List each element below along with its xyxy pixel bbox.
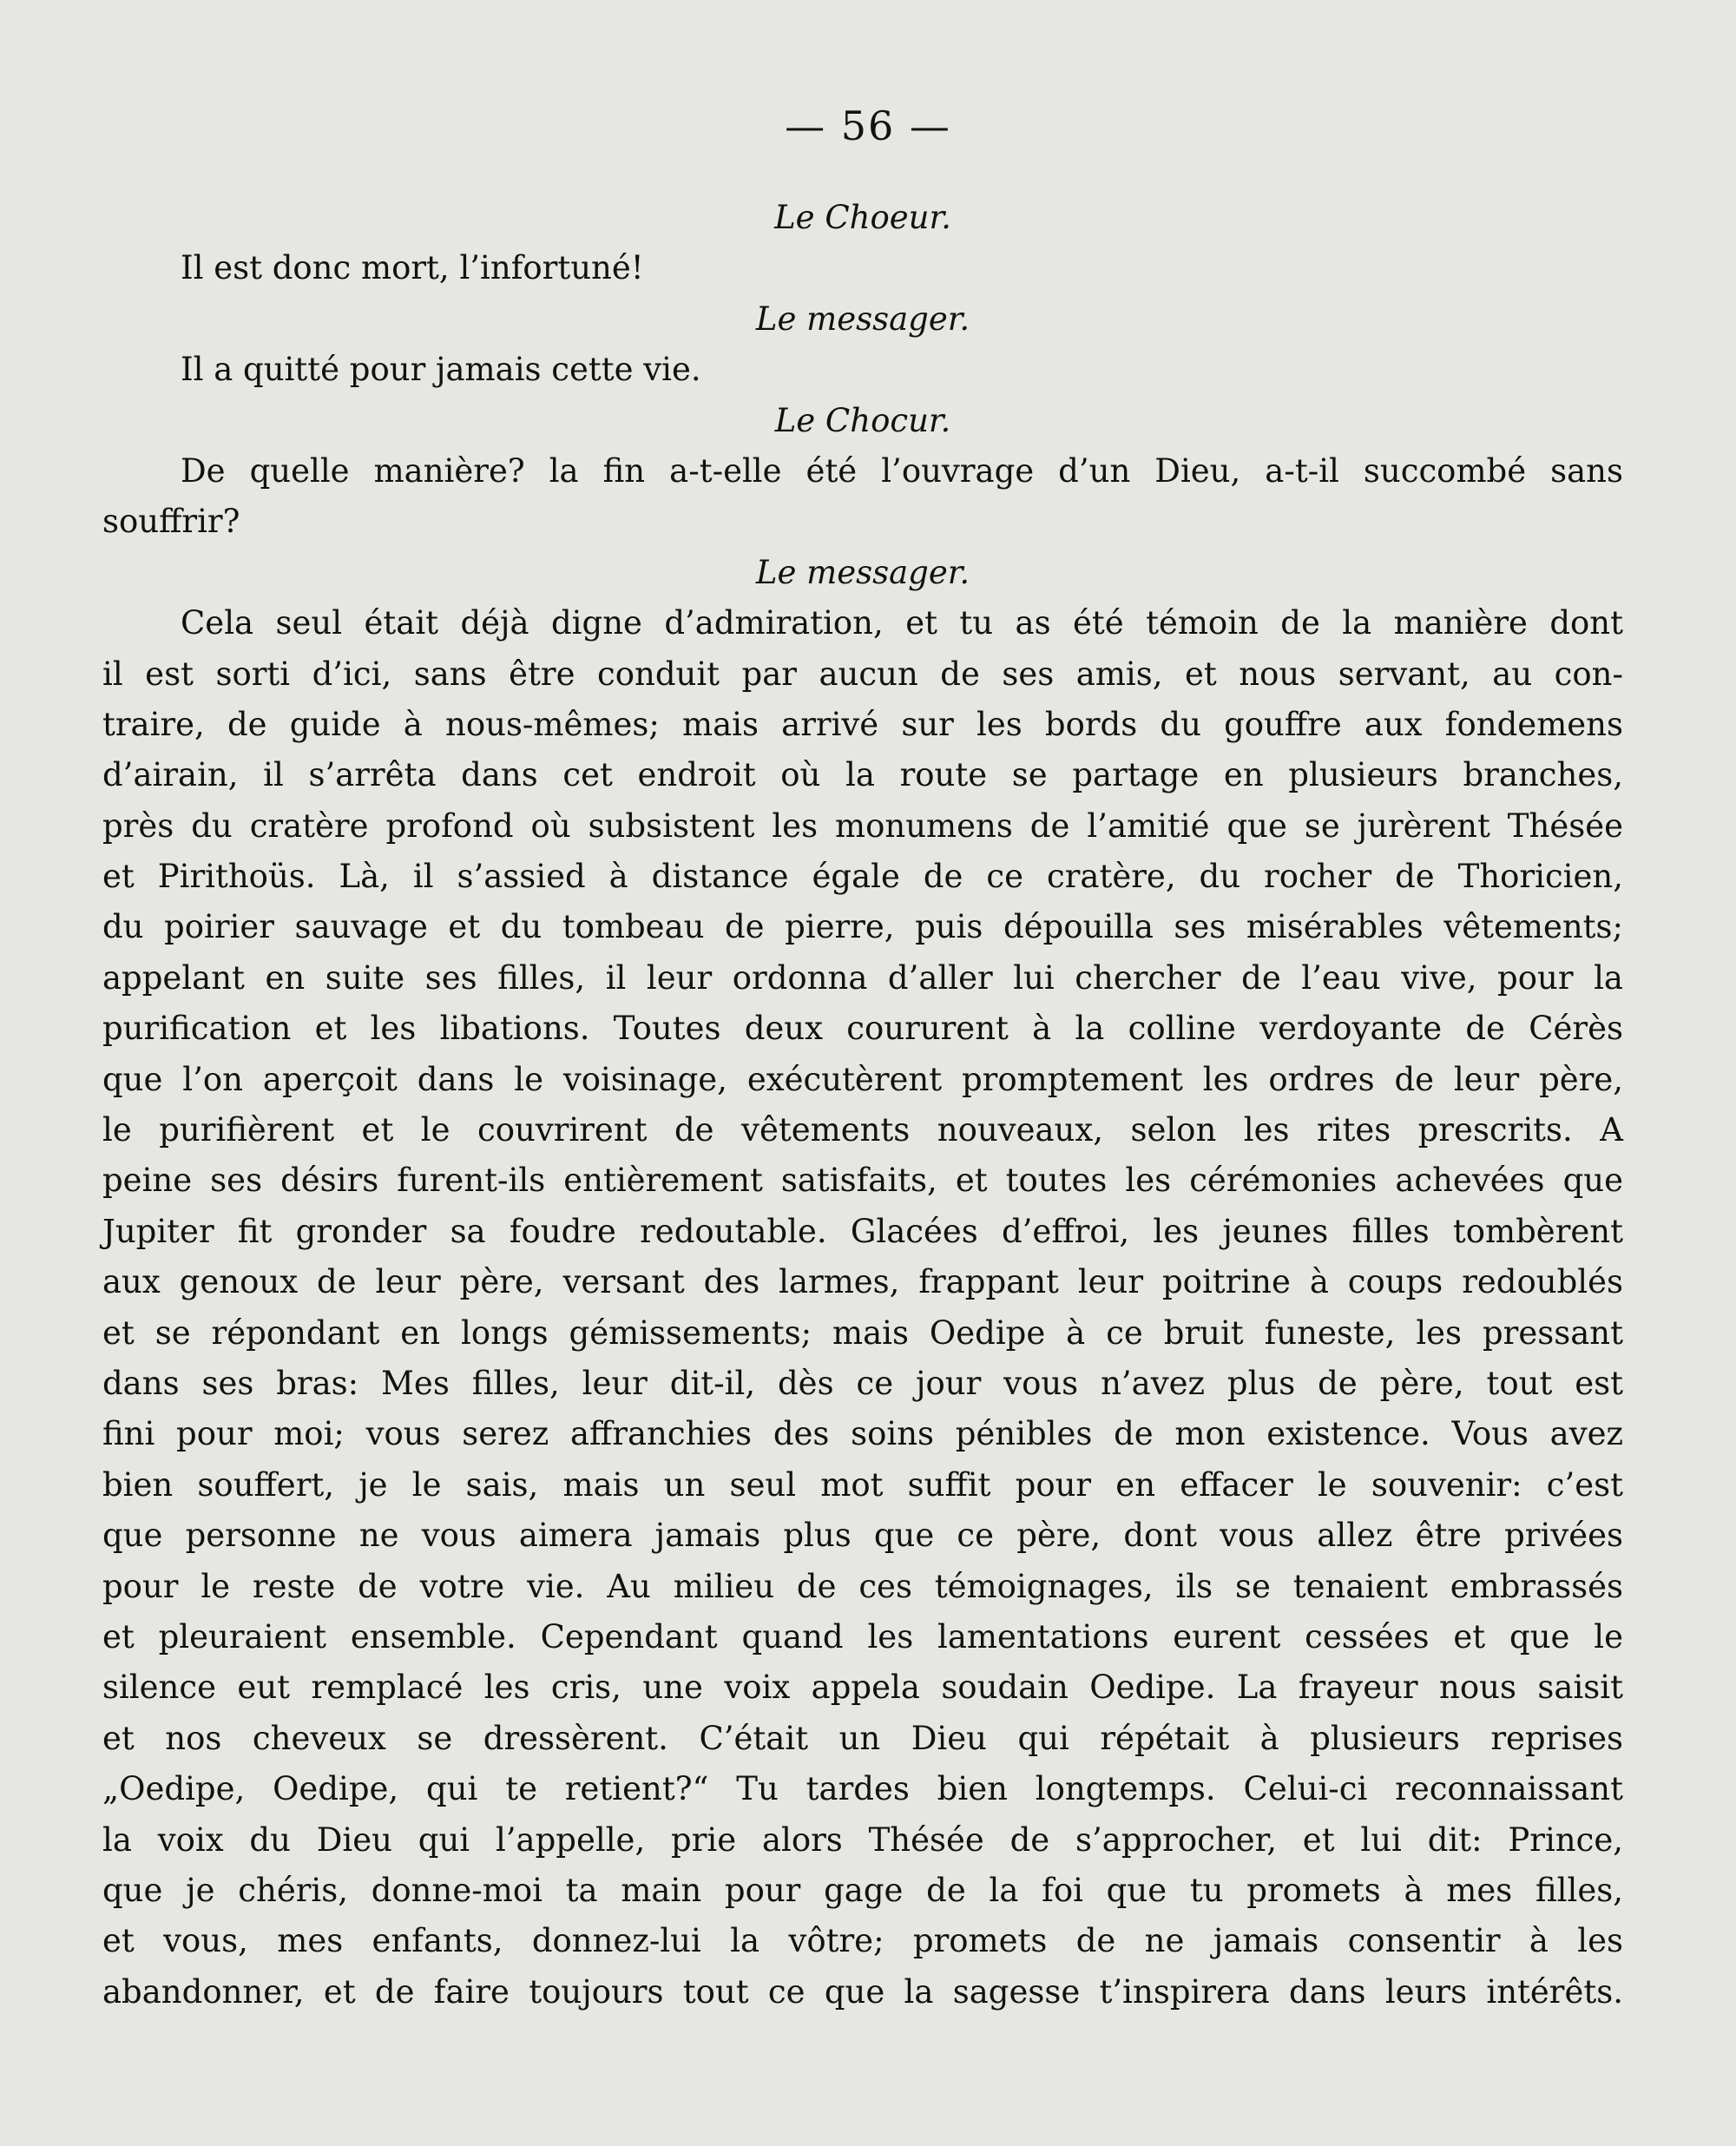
text-line: que personne ne vous aimera jamais plus que ce père, dont vous allez être privées	[102, 1517, 1623, 1555]
text-line: souffrir?	[102, 503, 240, 541]
text-line: bien souffert, je le sais, mais un seul mot suffit pour en effacer le souvenir: c’est	[102, 1465, 1623, 1504]
text-line: silence eut remplacé les cris, une voix appela soudain Oedipe. La frayeur nous saisit	[102, 1669, 1623, 1707]
text-line: la voix du Dieu qui l’appelle, prie alors Thésée de s’approcher, et lui dit: Prince,	[102, 1820, 1623, 1859]
text-line: traire, de guide à nous-mêmes; mais arrivé sur les bords du gouffre aux fondemens	[102, 705, 1623, 743]
text-line: aux genoux de leur père, versant des larmes, frappant leur poitrine à coups redoublés	[102, 1263, 1623, 1301]
text-line: et se répondant en longs gémissements; mais Oedipe à ce bruit funeste, les pressant	[102, 1313, 1623, 1352]
text-line: et nos cheveux se dressèrent. C’était un Dieu qui répétait à plusieurs reprises	[102, 1719, 1623, 1757]
speaker-heading: Le Chocur.	[774, 401, 951, 439]
speaker-heading: Le Choeur.	[774, 199, 951, 236]
text-line: que je chéris, donne-moi ta main pour gage de la foi que tu promets à mes filles,	[102, 1871, 1623, 1909]
text-line: près du cratère profond où subsistent les monumens de l’amitié que se jurèrent Thésée	[102, 806, 1623, 845]
text-line: purification et les libations. Toutes deux coururent à la colline verdoyante de Cérès	[102, 1010, 1623, 1048]
text-line: le purifièrent et le couvrirent de vêtements nouveaux, selon les rites prescrits. A	[102, 1111, 1623, 1149]
text-line: Cela seul était déjà digne d’admiration, et tu as été témoin de la manière dont	[181, 604, 1623, 642]
text-line: fini pour moi; vous serez affranchies des soins pénibles de mon existence. Vous avez	[102, 1415, 1623, 1453]
text-line: „Oedipe, Oedipe, qui te retient?“ Tu tardes bien longtemps. Celui-ci reconnaissant	[102, 1770, 1623, 1808]
text-line: abandonner, et de faire toujours tout ce que la sagesse t’inspirera dans leurs intérêts.	[102, 1972, 1623, 2011]
text-line: appelant en suite ses filles, il leur ordonna d’aller lui chercher de l’eau vive, pour la	[102, 958, 1623, 997]
text-line: et pleuraient ensemble. Cependant quand les lamentations eurent cessées et que le	[102, 1617, 1623, 1656]
page-text	[102, 193, 1623, 2018]
text-line: pour le reste de votre vie. Au milieu de ces témoignages, ils se tenaient embrassés	[102, 1567, 1623, 1605]
text-line: Il est donc mort, l’infortuné!	[181, 249, 644, 287]
speaker-heading: Le messager.	[755, 553, 970, 591]
page-number: — 56 —	[785, 102, 951, 149]
text-line: il est sorti d’ici, sans être conduit par aucun de ses amis, et nous servant, au con-	[102, 655, 1623, 693]
text-line: que l’on aperçoit dans le voisinage, exécutèrent promptement les ordres de leur père,	[102, 1060, 1623, 1098]
text-line: d’airain, il s’arrêta dans cet endroit où la route se partage en plusieurs branches,	[102, 756, 1623, 794]
text-line: et vous, mes enfants, donnez-lui la vôtre; promets de ne jamais consentir à les	[102, 1922, 1623, 1960]
text-line: Jupiter fit gronder sa foudre redoutable. Glacées d’effroi, les jeunes filles tombèrent	[102, 1212, 1623, 1250]
text-line: De quelle manière? la fin a-t-elle été l’ouvrage d’un Dieu, a-t-il succombé sans	[181, 451, 1623, 490]
text-line: peine ses désirs furent-ils entièrement satisfaits, et toutes les cérémonies achevées que	[102, 1162, 1623, 1200]
text-line: et Pirithoüs. Là, il s’assied à distance égale de ce cratère, du rocher de Thoricien,	[102, 858, 1623, 896]
text-line: Il a quitté pour jamais cette vie.	[181, 351, 701, 389]
text-line: du poirier sauvage et du tombeau de pierre, puis dépouilla ses misérables vêtements;	[102, 908, 1623, 946]
speaker-heading: Le messager.	[755, 300, 970, 338]
text-line: dans ses bras: Mes filles, leur dit-il, dès ce jour vous n’avez plus de père, tout est	[102, 1364, 1623, 1402]
